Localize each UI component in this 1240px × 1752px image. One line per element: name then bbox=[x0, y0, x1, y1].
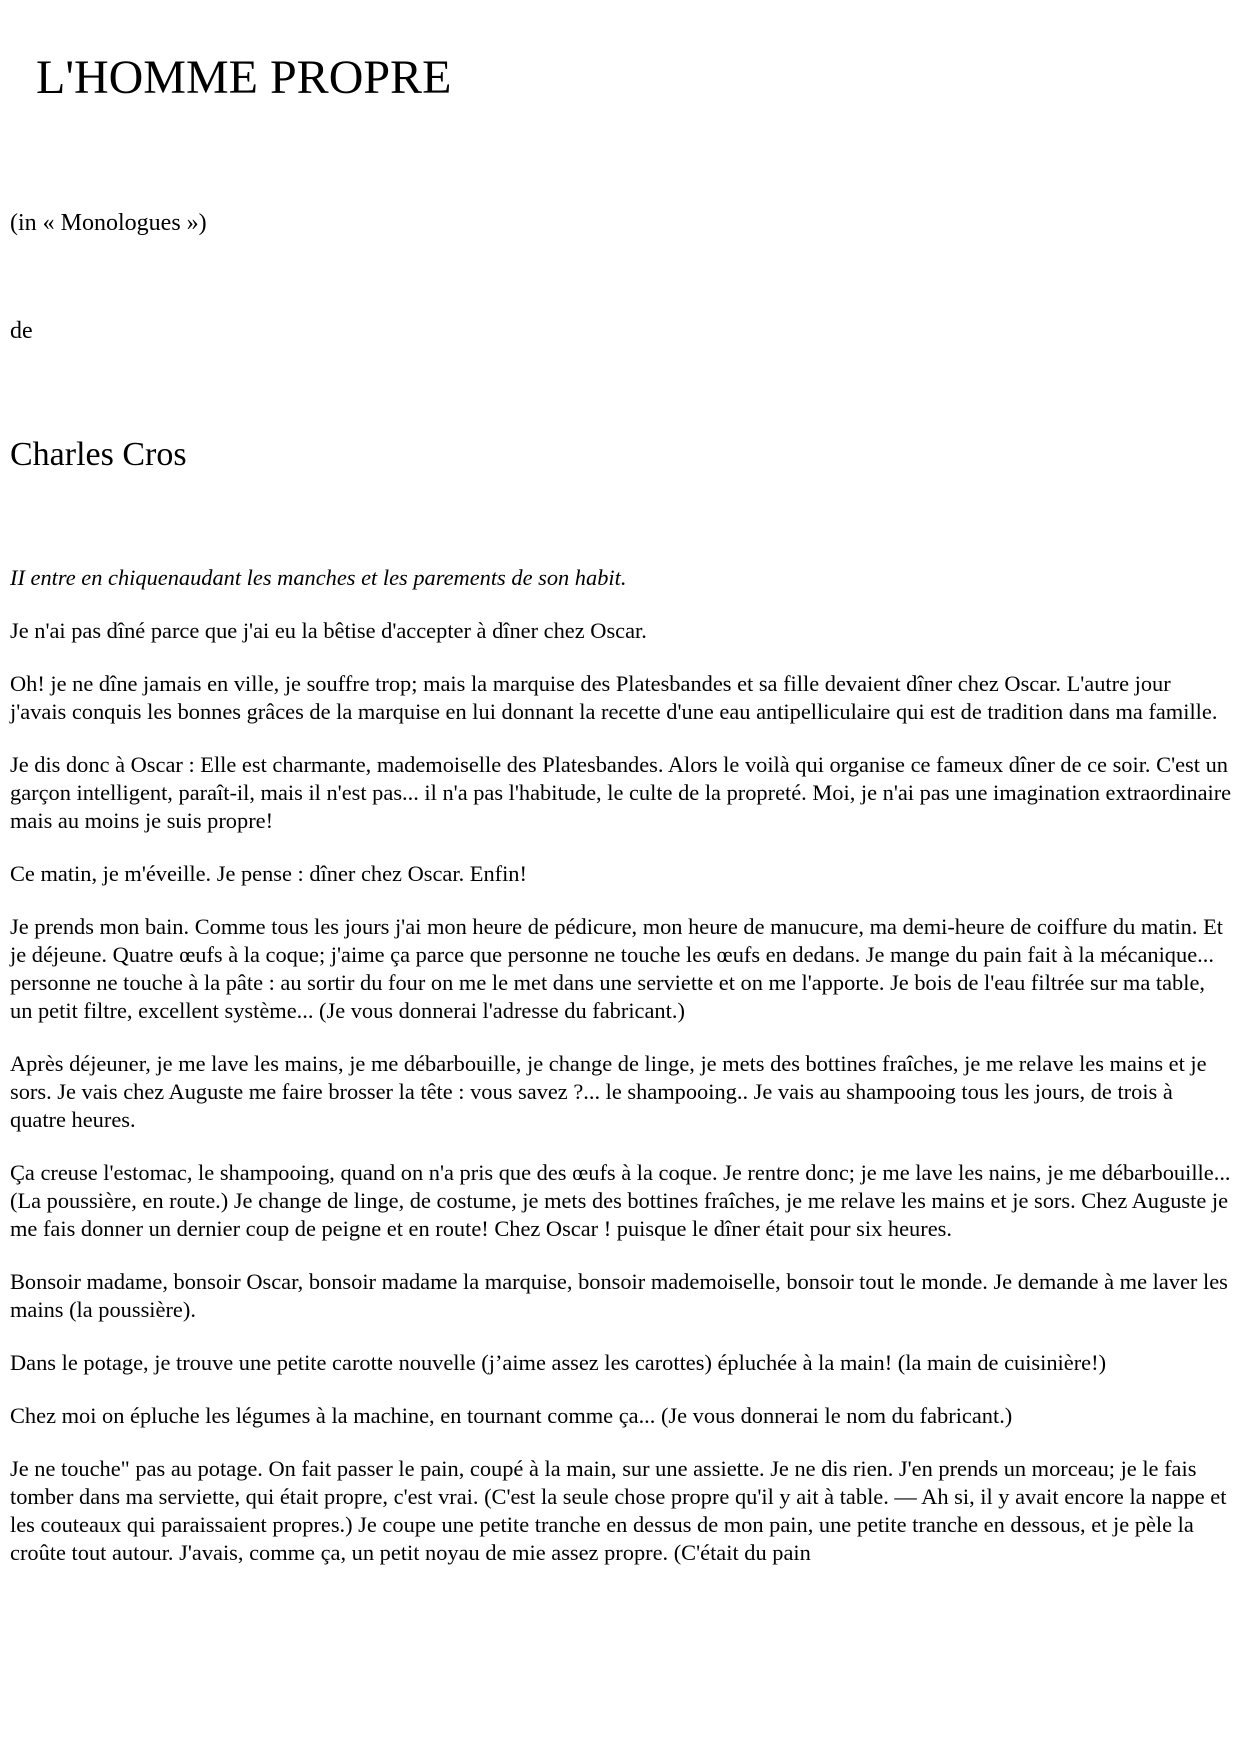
paragraph: Dans le potage, je trouve une petite carotte nouvelle (j’aime assez les carottes) épluchée à la main! (la main de cuisinière!) bbox=[10, 1350, 1107, 1375]
paragraph: Bonsoir madame, bonsoir Oscar, bonsoir madame la marquise, bonsoir mademoiselle, bonsoir tout le monde. Je demande à me laver les mains (la poussière). bbox=[10, 1269, 1228, 1322]
paragraph: Je prends mon bain. Comme tous les jours j'ai mon heure de pédicure, mon heure de manucure, ma demi-heure de coiffure du matin. Et je déjeune. Quatre œufs à la coque; j'aime ça parce que personne ne touche les œufs en dedans. Je mange du pain fait à la mécanique... personne ne touche à la pâte : au sortir du four on me le met dans une serviette et on me l'apporte. Je bois de l'eau filtrée sur ma table, un petit filtre, excellent système... (Je vous donnerai l'adresse du fabricant.) bbox=[10, 914, 1223, 1023]
monologue-text bbox=[10, 564, 1232, 1592]
paragraph: Je ne touche" pas au potage. On fait passer le pain, coupé à la main, sur une assiette. Je ne dis rien. J'en prends un morceau; je le fais tomber dans ma serviette, qui était propre, c'est vrai. (C'est la seule chose propre qu'il y ait à table. — Ah si, il y avait encore la nappe et les couteaux qui paraissaient propres.) Je coupe une petite tranche en dessus de mon pain, une petite tranche en dessous, et je pèle la croûte tout autour. J'avais, comme ça, un petit noyau de mie assez propre. (C'était du pain bbox=[10, 1456, 1227, 1565]
paragraph: Après déjeuner, je me lave les mains, je me débarbouille, je change de linge, je mets des bottines fraîches, je me relave les mains et je sors. Je vais chez Auguste me faire brosser la tête : vous savez ?... le shampooing.. Je vais au shampooing tous les jours, de trois à quatre heures. bbox=[10, 1051, 1207, 1132]
page-title: L'HOMME PROPRE bbox=[36, 51, 452, 104]
paragraph: Ça creuse l'estomac, le shampooing, quand on n'a pris que des œufs à la coque. Je rentre donc; je me lave les nains, je me débarbouille... (La poussière, en route.) Je change de linge, de costume, je mets des bottines fraîches, je me relave les mains et je sors. Chez Auguste je me fais donner un dernier coup de peigne et en route! Chez Oscar ! puisque le dîner était pour six heures. bbox=[10, 1160, 1231, 1241]
byline-preposition: de bbox=[10, 318, 33, 344]
stage-direction: II entre en chiquenaudant les manches et les parements de son habit. bbox=[10, 565, 627, 590]
paragraph: Ce matin, je m'éveille. Je pense : dîner chez Oscar. Enfin! bbox=[10, 861, 527, 886]
paragraph: Je n'ai pas dîné parce que j'ai eu la bêtise d'accepter à dîner chez Oscar. bbox=[10, 618, 647, 643]
paragraph: Chez moi on épluche les légumes à la machine, en tournant comme ça... (Je vous donnerai le nom du fabricant.) bbox=[10, 1403, 1013, 1428]
paragraph: Oh! je ne dîne jamais en ville, je souffre trop; mais la marquise des Platesbandes et sa fille devaient dîner chez Oscar. L'autre jour j'avais conquis les bonnes grâces de la marquise en lui donnant la recette d'une eau antipelliculaire qui est de tradition dans ma famille. bbox=[10, 671, 1218, 724]
author-name: Charles Cros bbox=[10, 436, 187, 473]
collection-subtitle: (in « Monologues ») bbox=[10, 210, 207, 236]
paragraph: Je dis donc à Oscar : Elle est charmante, mademoiselle des Platesbandes. Alors le voilà qui organise ce fameux dîner de ce soir. C'est un garçon intelligent, paraît-il, mais il n'est pas... il n'a pas l'habitude, le culte de la propreté. Moi, je n'ai pas une imagination extraordinaire mais au moins je suis propre! bbox=[10, 752, 1232, 833]
